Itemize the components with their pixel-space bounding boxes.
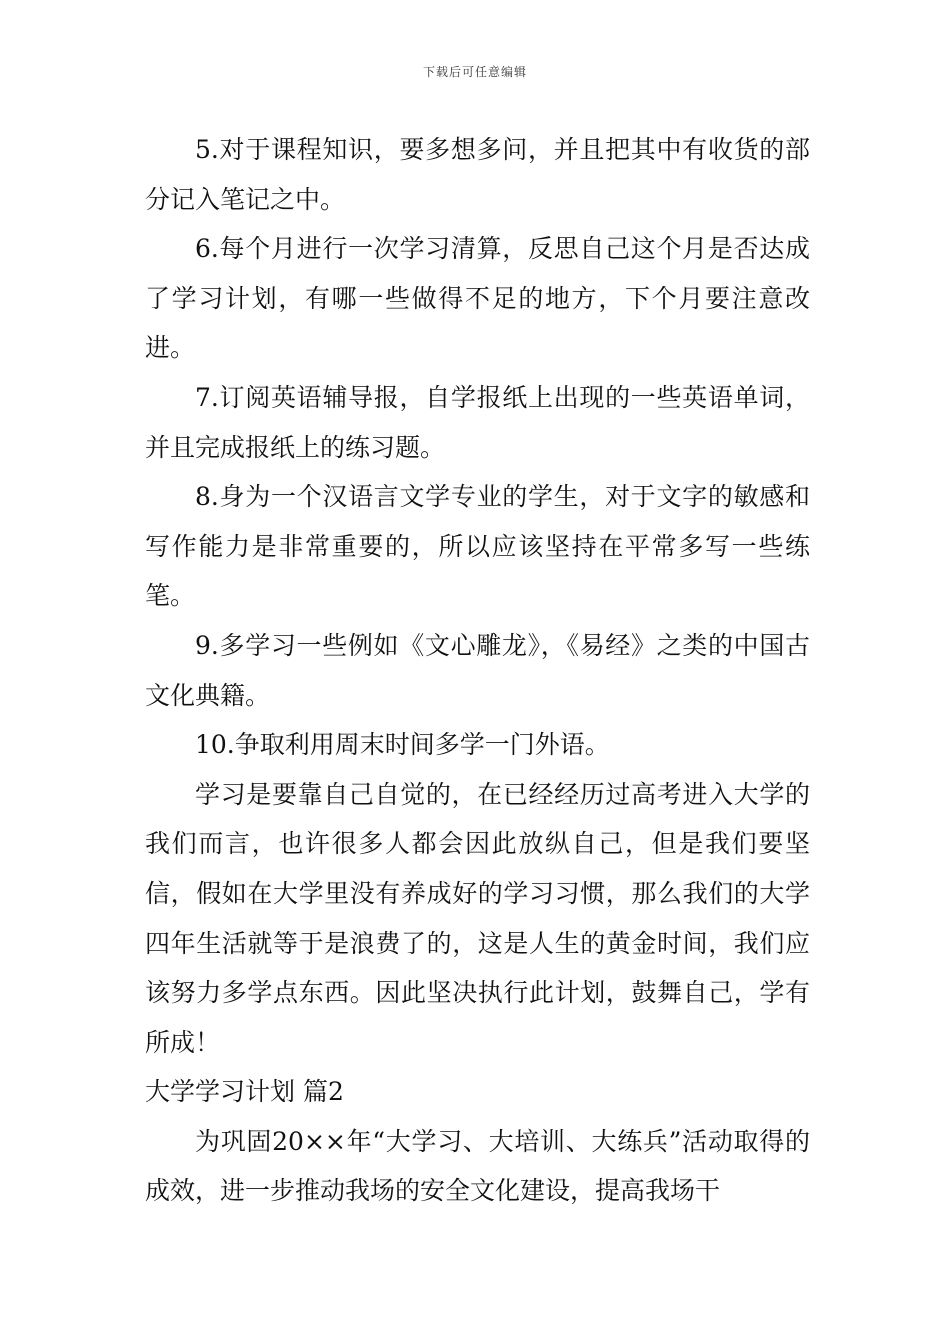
list-item-7: 7.订阅英语辅导报，自学报纸上出现的一些英语单词，并且完成报纸上的练习题。	[145, 382, 810, 462]
document-body	[145, 125, 810, 1216]
list-item-8: 8.身为一个汉语言文学专业的学生，对于文字的敏感和写作能力是非常重要的，所以应该坚持在平常多写一些练笔。	[145, 482, 810, 611]
list-item-5: 5.对于课程知识，要多想多问，并且把其中有收货的部分记入笔记之中。	[145, 135, 810, 214]
list-item-10: 10.争取利用周末时间多学一门外语。	[195, 730, 610, 760]
conclusion-paragraph: 学习是要靠自己自觉的，在已经经历过高考进入大学的我们而言，也许很多人都会因此放纵自己，但是我们要坚信，假如在大学里没有养成好的学习习惯，那么我们的大学四年生活就等于是浪费了的，这是人生的黄金时间，我们应该努力多学点东西。因此坚决执行此计划，鼓舞自己，学有所成！	[145, 779, 810, 1057]
section-heading: 大学学习计划 篇2	[145, 1077, 344, 1107]
section-intro-paragraph: 为巩固20××年“大学习、大培训、大练兵”活动取得的成效，进一步推动我场的安全文化建设，提高我场干	[145, 1126, 810, 1206]
page-header: 下载后可任意编辑	[422, 65, 527, 79]
list-item-6: 6.每个月进行一次学习清算，反思自己这个月是否达成了学习计划，有哪一些做得不足的地方，下个月要注意改进。	[145, 234, 810, 363]
list-item-9: 9.多学习一些例如《文心雕龙》，《易经》之类的中国古文化典籍。	[145, 630, 810, 710]
